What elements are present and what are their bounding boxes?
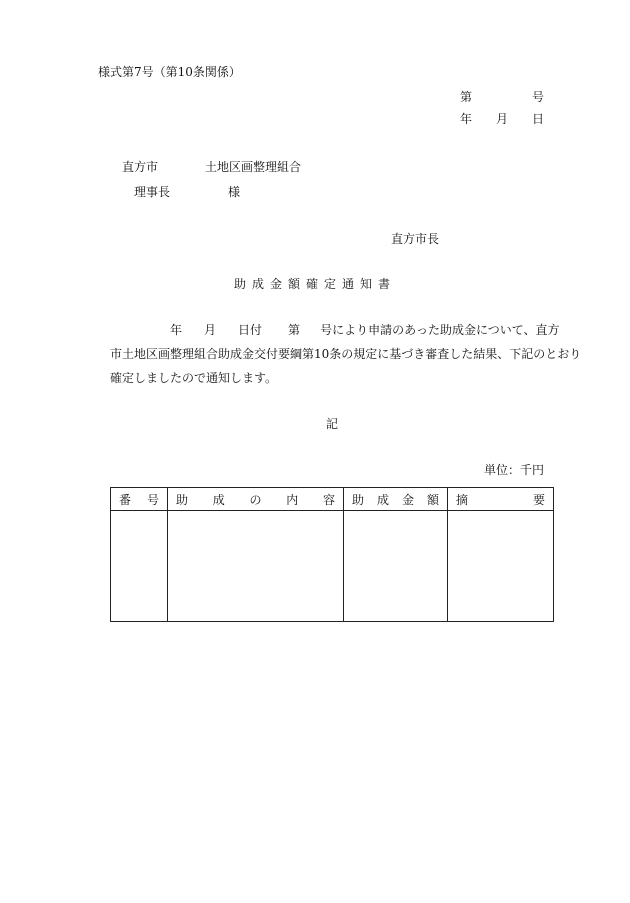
document-number-prefix: 第 (460, 90, 473, 104)
body-line-1 (110, 324, 559, 336)
date-day: 日 (532, 112, 545, 126)
document-title: 助成金額確定通知書 (233, 277, 396, 291)
body-month: 月 (204, 323, 217, 337)
form-number: 様式第7号（第10条関係） (98, 65, 241, 79)
detail-table (110, 487, 554, 622)
body-line-3: 確定しましたので通知します。 (110, 371, 278, 385)
addressee-organization: 土地区画整理組合 (205, 160, 302, 174)
cell-content (168, 511, 344, 622)
addressee-honorific: 様 (228, 185, 241, 199)
addressee-city: 直方市 (122, 160, 159, 174)
table-header-row (111, 488, 554, 511)
header-content: 助成の内容 (168, 488, 344, 511)
body-year: 年 (170, 323, 183, 337)
header-number: 番号 (111, 488, 168, 511)
header-remarks: 摘要 (448, 488, 554, 511)
sender: 直方市長 (391, 232, 440, 246)
unit-label: 単位：千円 (484, 463, 545, 477)
cell-amount (344, 511, 448, 622)
date-month: 月 (496, 112, 509, 126)
cell-number (111, 511, 168, 622)
ki-heading: 記 (325, 417, 338, 431)
body-line-2: 市土地区画整理組合助成金交付要綱第10条の規定に基づき審査した結果、下記のとおり (110, 347, 582, 361)
header-amount: 助成金額 (344, 488, 448, 511)
date-year: 年 (460, 112, 473, 126)
body-line-1-rest: 号により申請のあった助成金について、直方 (320, 323, 560, 337)
addressee-title: 理事長 (134, 185, 171, 199)
body-dai: 第 (288, 323, 301, 337)
document-number-suffix: 号 (532, 90, 545, 104)
table-row (111, 511, 554, 622)
body-dated: 日付 (238, 323, 263, 337)
cell-remarks (448, 511, 554, 622)
